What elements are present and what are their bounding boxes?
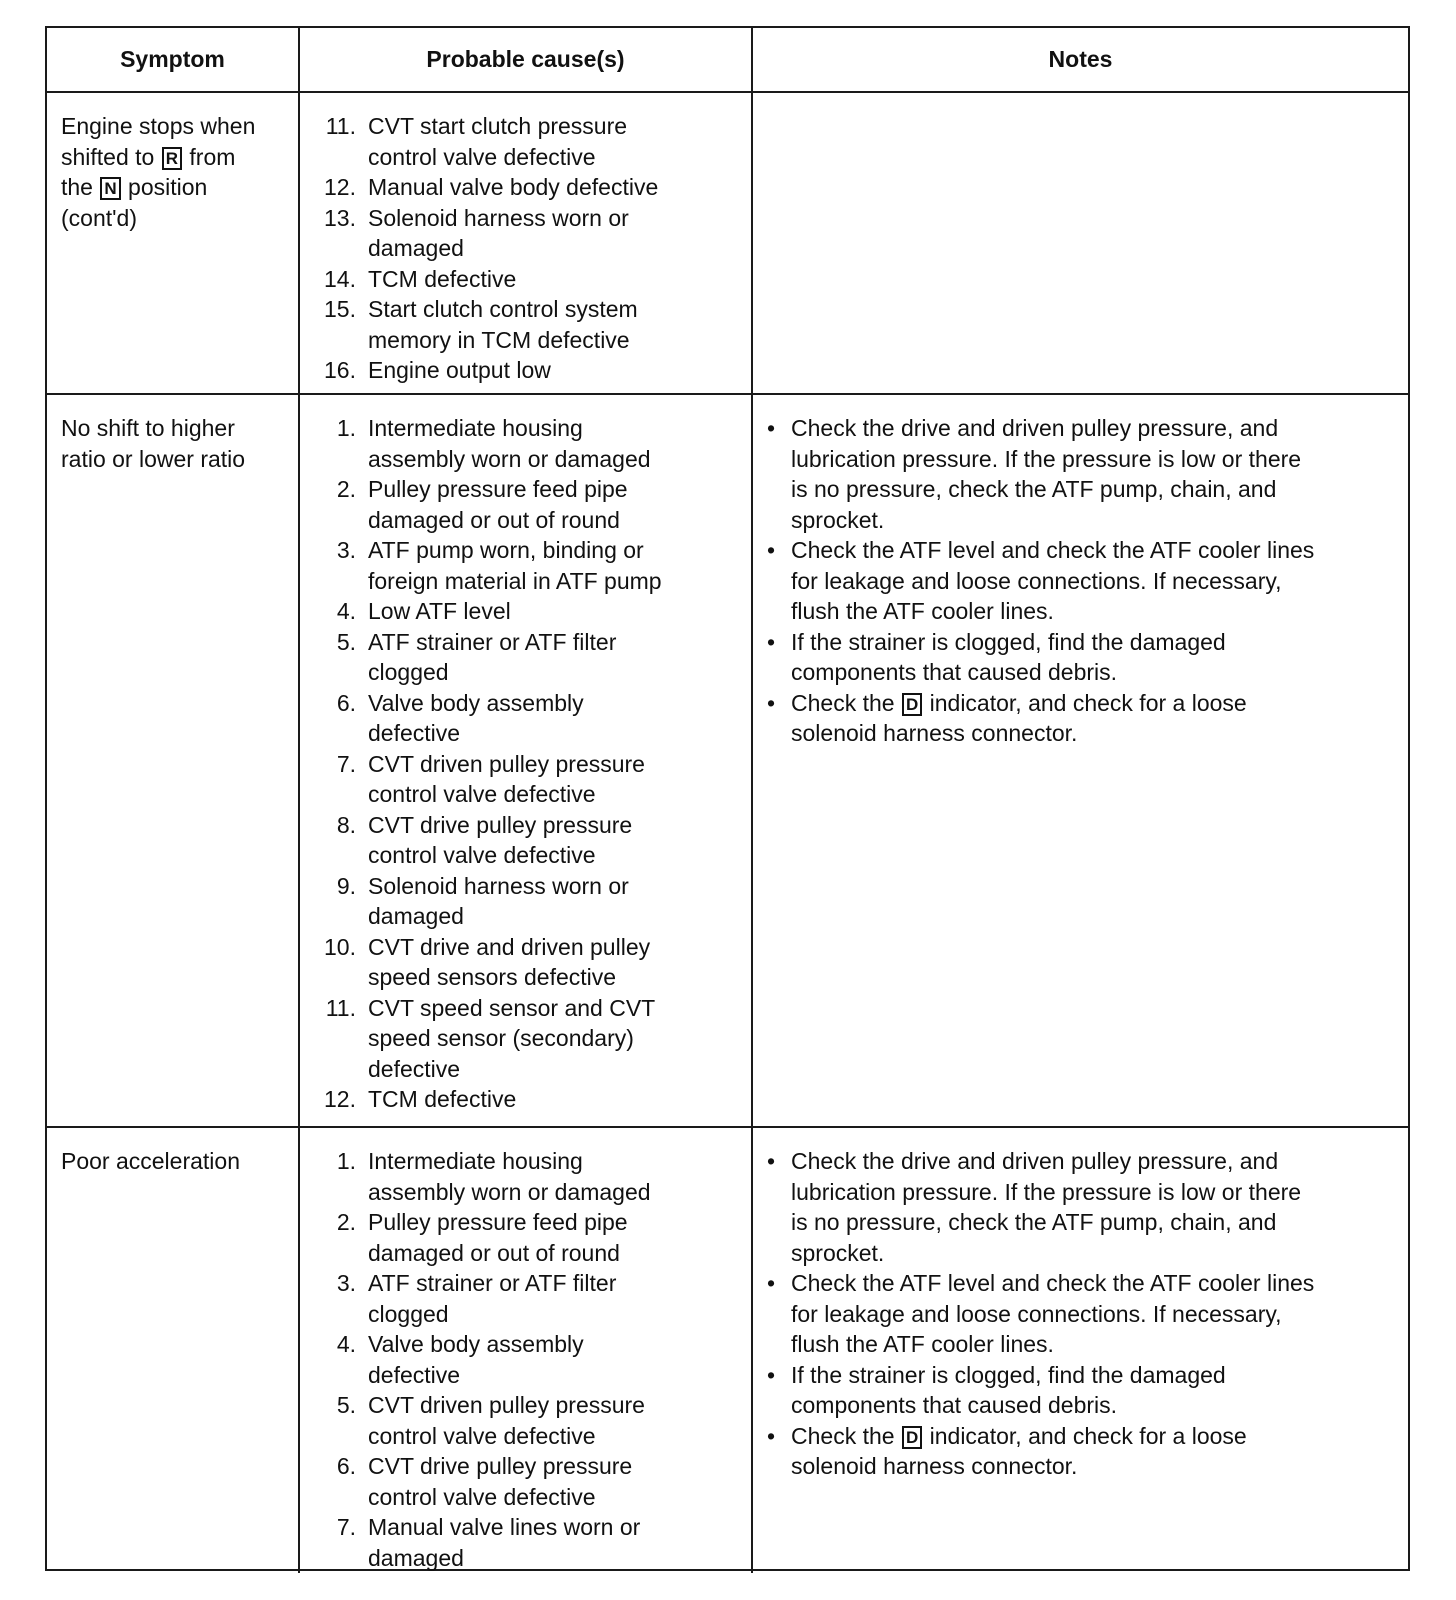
note-text xyxy=(791,535,1396,627)
causes-cell xyxy=(298,395,751,1126)
note-text xyxy=(791,1146,1396,1268)
note-item xyxy=(767,627,1396,688)
cause-item xyxy=(308,1512,743,1573)
note-text xyxy=(791,1268,1396,1360)
causes-list xyxy=(300,1128,751,1573)
header-notes: Notes xyxy=(751,28,1408,91)
cause-number: 12. xyxy=(324,1086,356,1112)
cause-item xyxy=(308,596,743,627)
cause-item xyxy=(308,1146,743,1207)
note-item xyxy=(767,688,1396,749)
cause-item xyxy=(308,413,743,474)
position-r-key: R xyxy=(162,147,182,170)
bullet-icon: • xyxy=(767,415,776,441)
cause-number: 13. xyxy=(324,204,356,231)
symptom-cell xyxy=(47,395,298,1126)
cause-text: CVT driven pulley pressure control valve defective xyxy=(368,1392,645,1449)
causes-list xyxy=(300,395,751,1115)
symptom-text xyxy=(47,395,298,474)
table-row xyxy=(47,393,1408,1126)
cause-number: 16. xyxy=(324,357,356,383)
bullet-icon: • xyxy=(767,689,776,716)
bullet-icon: • xyxy=(767,537,776,563)
notes-list xyxy=(753,395,1408,749)
d-indicator-key: D xyxy=(902,693,922,716)
cause-item xyxy=(308,1390,743,1451)
cause-item xyxy=(308,1268,743,1329)
text-segment: Check the drive and driven pulley pressure, and lubrication pressure. If the pressure is low or there is no pressure, check the ATF pump, chain, and sprocket. xyxy=(791,415,1302,533)
note-text xyxy=(791,1360,1396,1421)
cause-number: 6. xyxy=(336,1453,356,1479)
cause-number: 7. xyxy=(336,750,356,777)
cause-text: Low ATF level xyxy=(368,598,511,624)
cause-item xyxy=(308,535,743,596)
text-segment: indicator, and check for a loose solenoid harness connector. xyxy=(791,689,1247,746)
cause-text: CVT drive and driven pulley speed sensors defective xyxy=(368,933,651,990)
bullet-icon: • xyxy=(767,628,776,655)
text-segment: If the strainer is clogged, find the damaged components that caused debris. xyxy=(791,628,1226,685)
table-header-row xyxy=(47,28,1408,91)
text-segment: Check the ATF level and check the ATF cooler lines for leakage and loose connections. If necessary, flush the ATF cooler lines. xyxy=(791,537,1315,624)
header-probable-causes: Probable cause(s) xyxy=(298,28,751,91)
cause-item xyxy=(308,1207,743,1268)
note-text xyxy=(791,688,1396,749)
cause-text: TCM defective xyxy=(368,1086,517,1112)
cause-number: 11. xyxy=(325,113,356,139)
d-indicator-key: D xyxy=(902,1426,922,1449)
cause-item xyxy=(308,111,743,172)
text-segment: position (cont'd) xyxy=(61,174,208,231)
cause-item xyxy=(308,1329,743,1390)
cause-number: 3. xyxy=(336,537,356,563)
cause-item xyxy=(308,294,743,355)
text-segment: from the xyxy=(61,143,236,200)
position-n-key: N xyxy=(100,177,120,200)
cause-item xyxy=(308,932,743,993)
cause-text: ATF strainer or ATF filter clogged xyxy=(368,1270,617,1327)
cause-number: 2. xyxy=(336,476,356,502)
cause-number: 4. xyxy=(336,598,356,624)
troubleshooting-table xyxy=(45,26,1410,1571)
cause-item xyxy=(308,810,743,871)
cause-text: CVT speed sensor and CVT speed sensor (secondary) defective xyxy=(368,994,656,1082)
text-segment: Check the xyxy=(791,1422,901,1449)
cause-item xyxy=(308,1084,743,1115)
cause-text: CVT drive pulley pressure control valve defective xyxy=(368,1453,633,1510)
causes-cell xyxy=(298,1128,751,1573)
text-segment: Poor acceleration xyxy=(61,1148,240,1174)
cause-number: 7. xyxy=(336,1514,356,1540)
text-segment: If the strainer is clogged, find the damaged components that caused debris. xyxy=(791,1361,1226,1418)
cause-text: Intermediate housing assembly worn or damaged xyxy=(368,415,651,472)
cause-number: 8. xyxy=(336,811,356,838)
cause-item xyxy=(308,264,743,295)
cause-text: Solenoid harness worn or damaged xyxy=(368,872,629,929)
causes-cell xyxy=(298,93,751,393)
cause-number: 2. xyxy=(336,1209,356,1235)
text-segment: Check the xyxy=(791,689,901,716)
cause-number: 5. xyxy=(336,628,356,655)
cause-text: Valve body assembly defective xyxy=(368,1331,584,1388)
cause-number: 3. xyxy=(336,1270,356,1296)
cause-item xyxy=(308,474,743,535)
cause-number: 1. xyxy=(336,415,356,441)
cause-text: Solenoid harness worn or damaged xyxy=(368,204,629,261)
cause-number: 14. xyxy=(324,265,356,292)
cause-number: 15. xyxy=(324,296,356,322)
cause-text: Start clutch control system memory in TCM defective xyxy=(368,296,638,353)
note-item xyxy=(767,1360,1396,1421)
cause-item xyxy=(308,355,743,386)
symptom-cell xyxy=(47,93,298,393)
note-item xyxy=(767,535,1396,627)
text-segment: indicator, and check for a loose solenoid harness connector. xyxy=(791,1422,1247,1479)
cause-item xyxy=(308,172,743,203)
note-item xyxy=(767,413,1396,535)
cause-text: Intermediate housing assembly worn or damaged xyxy=(368,1148,651,1205)
notes-cell xyxy=(751,93,1408,393)
cause-text: Manual valve body defective xyxy=(368,174,659,200)
cause-number: 11. xyxy=(325,994,356,1021)
cause-text: CVT start clutch pressure control valve defective xyxy=(368,113,628,170)
symptom-text xyxy=(47,93,298,233)
cause-number: 9. xyxy=(336,872,356,899)
cause-text: Engine output low xyxy=(368,357,551,383)
cause-text: Manual valve lines worn or damaged xyxy=(368,1514,641,1571)
cause-item xyxy=(308,749,743,810)
text-segment: No shift to higher ratio or lower ratio xyxy=(61,415,246,472)
causes-list xyxy=(300,93,751,386)
text-segment: Check the ATF level and check the ATF cooler lines for leakage and loose connections. If necessary, flush the ATF cooler lines. xyxy=(791,1270,1315,1357)
bullet-icon: • xyxy=(767,1270,776,1296)
note-text xyxy=(791,1421,1396,1482)
cause-item xyxy=(308,203,743,264)
notes-list xyxy=(753,1128,1408,1482)
cause-text: ATF strainer or ATF filter clogged xyxy=(368,628,617,685)
cause-item xyxy=(308,627,743,688)
cause-number: 6. xyxy=(336,689,356,716)
note-item xyxy=(767,1268,1396,1360)
cause-text: TCM defective xyxy=(368,265,517,292)
cause-text: Pulley pressure feed pipe damaged or out of round xyxy=(368,1209,628,1266)
note-text xyxy=(791,413,1396,535)
cause-number: 12. xyxy=(324,174,356,200)
header-symptom: Symptom xyxy=(120,46,225,72)
cause-item xyxy=(308,993,743,1085)
symptom-text xyxy=(47,1128,298,1177)
bullet-icon: • xyxy=(767,1361,776,1388)
note-item xyxy=(767,1146,1396,1268)
cause-text: CVT drive pulley pressure control valve defective xyxy=(368,811,633,868)
table-row xyxy=(47,1126,1408,1573)
notes-cell xyxy=(751,1128,1408,1573)
note-text xyxy=(791,627,1396,688)
bullet-icon: • xyxy=(767,1422,776,1449)
note-item xyxy=(767,1421,1396,1482)
text-segment: Check the drive and driven pulley pressure, and lubrication pressure. If the pressure is low or there is no pressure, check the ATF pump, chain, and sprocket. xyxy=(791,1148,1302,1266)
table-row xyxy=(47,91,1408,393)
text-segment: Engine stops when shifted to xyxy=(61,113,256,170)
cause-text: Valve body assembly defective xyxy=(368,689,584,746)
cause-text: Pulley pressure feed pipe damaged or out of round xyxy=(368,476,628,533)
cause-item xyxy=(308,871,743,932)
symptom-cell xyxy=(47,1128,298,1573)
cause-number: 10. xyxy=(324,933,356,960)
bullet-icon: • xyxy=(767,1148,776,1174)
cause-number: 5. xyxy=(336,1392,356,1418)
notes-cell xyxy=(751,395,1408,1126)
cause-text: ATF pump worn, binding or foreign material in ATF pump xyxy=(368,537,662,594)
cause-item xyxy=(308,1451,743,1512)
cause-item xyxy=(308,688,743,749)
cause-number: 4. xyxy=(336,1331,356,1357)
cause-number: 1. xyxy=(336,1148,356,1174)
cause-text: CVT driven pulley pressure control valve defective xyxy=(368,750,645,807)
notes-list xyxy=(753,93,1408,111)
